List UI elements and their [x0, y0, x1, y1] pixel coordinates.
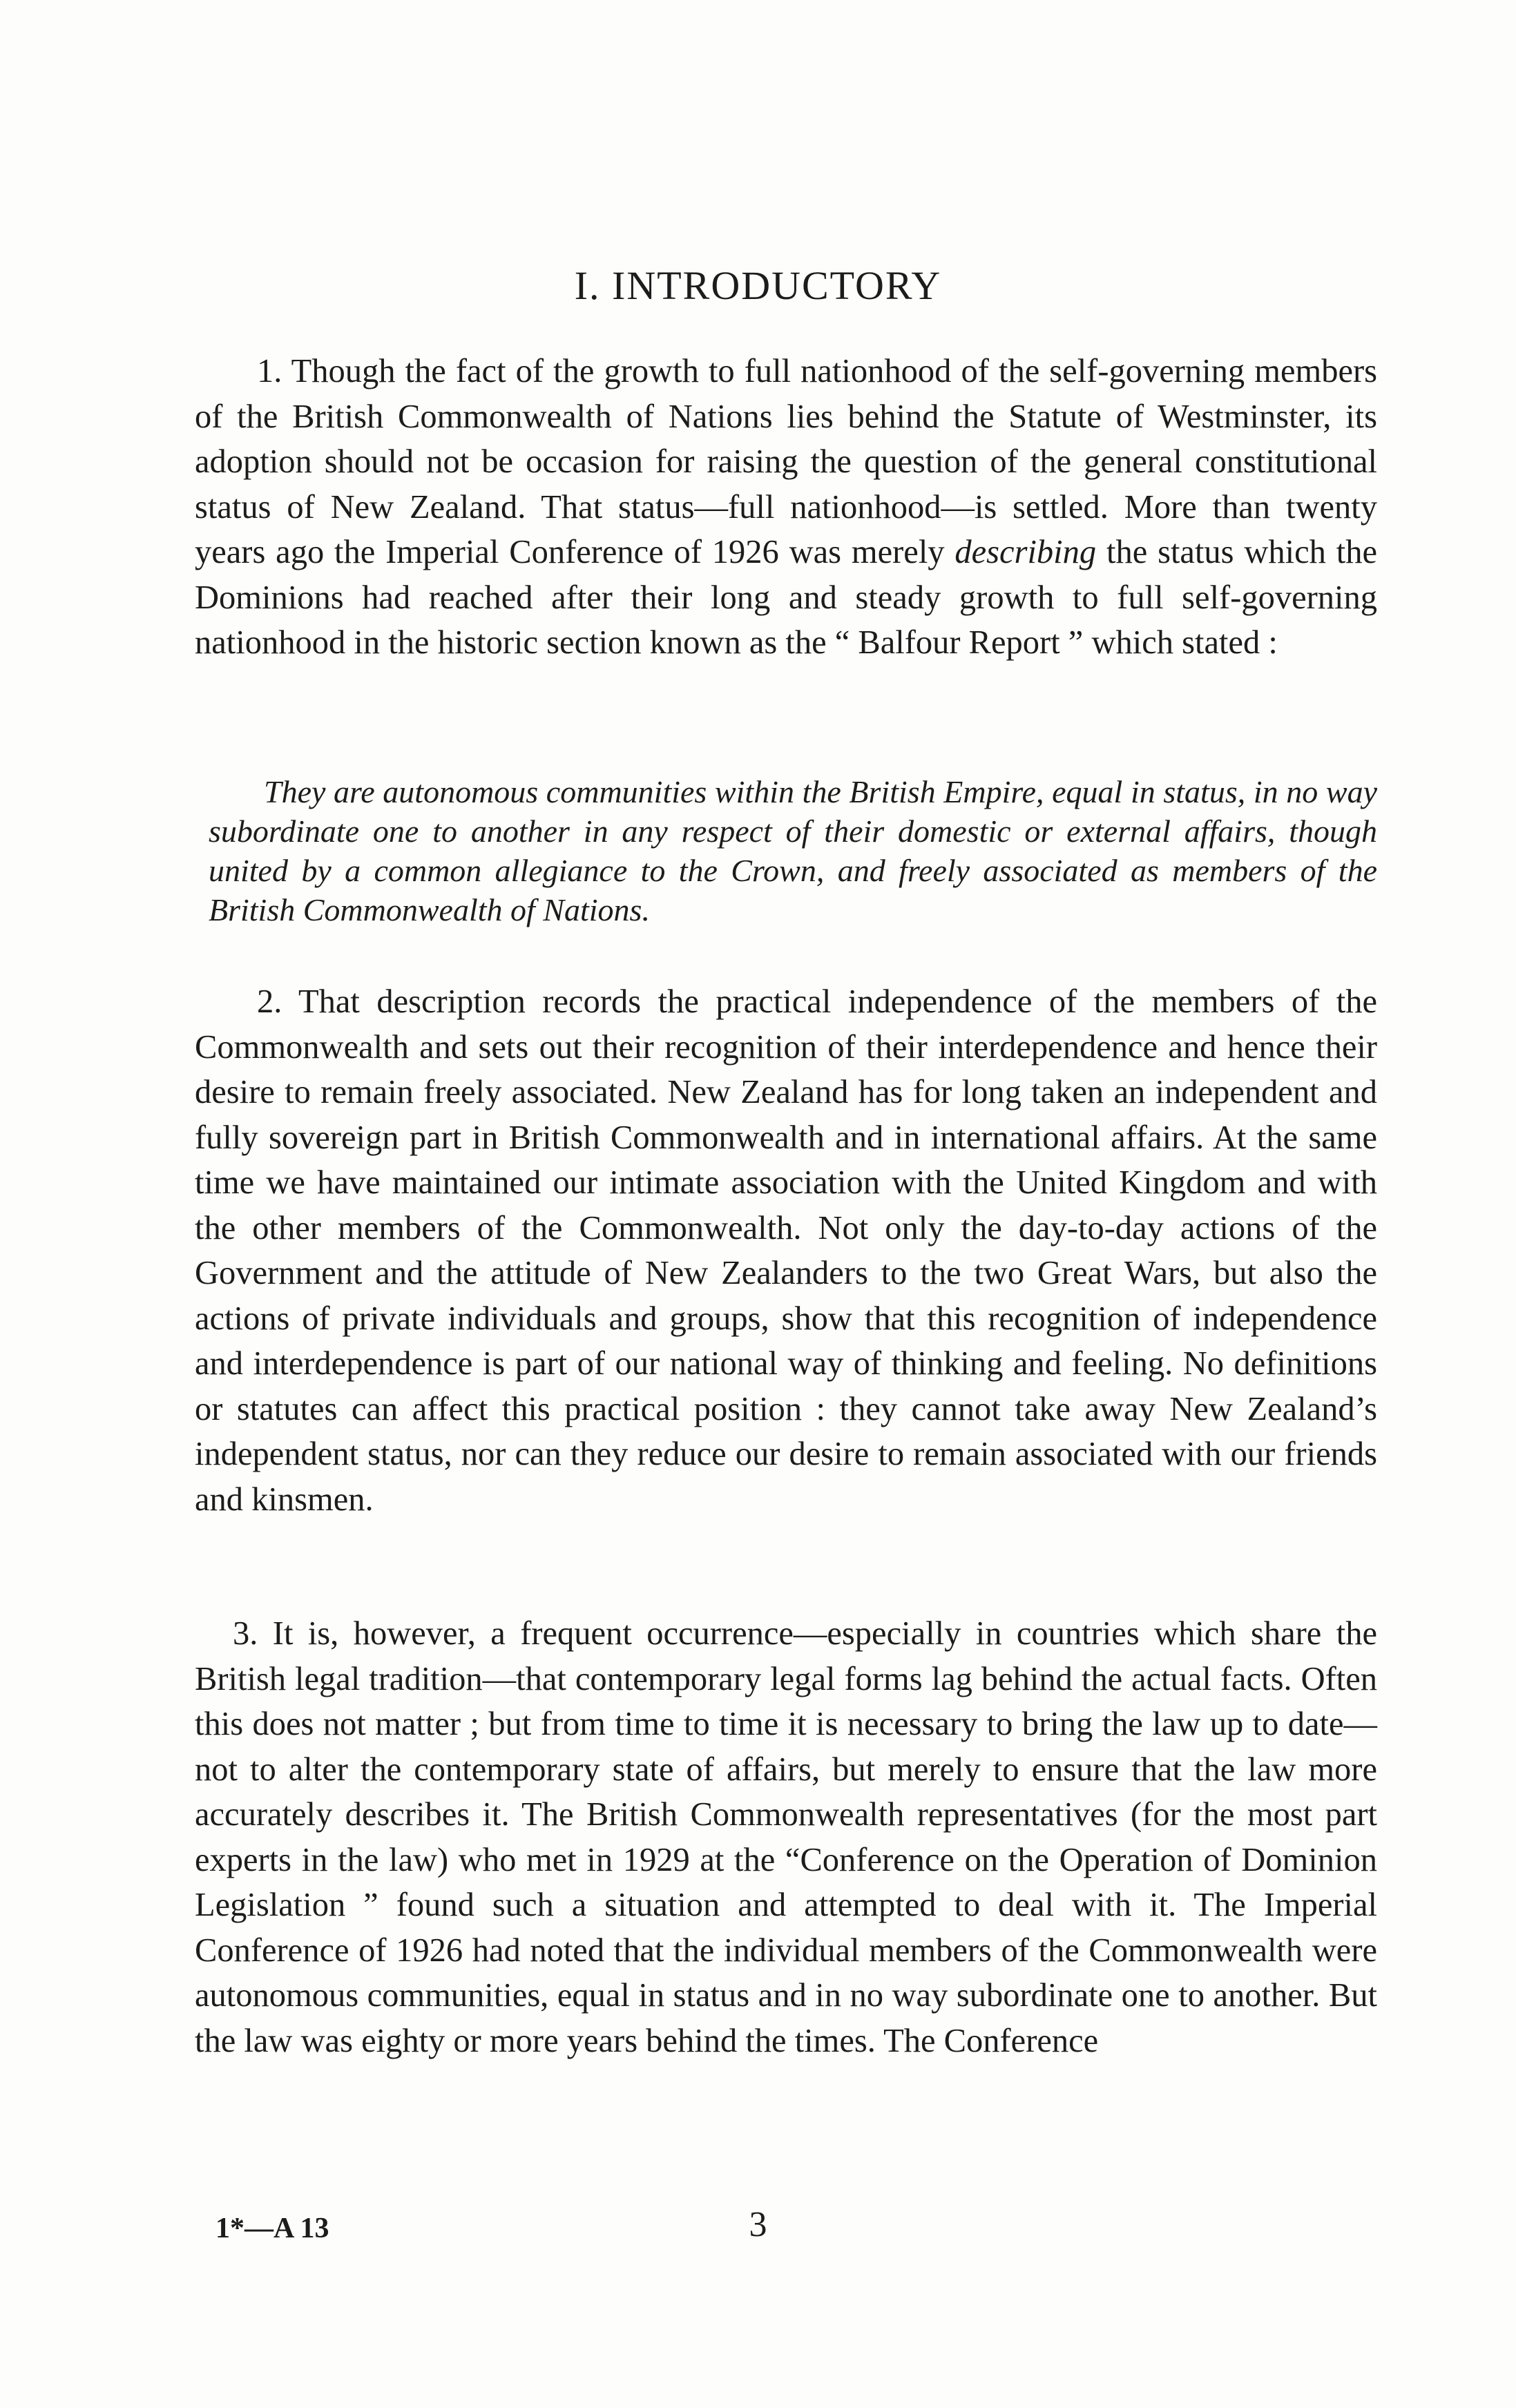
paragraph-1-text-start: 1. Though the fact of the growth to full nationhood of the self-governing members of the British Commonwealth of Nations lies behind the Statute of Westminster, its adoption should not be occasion for raising the question of the general constitutional status of New Zealand. That status—full nationhood—is settled. More than twenty years ago the Imperial Conference of 1926 was merely — [195, 353, 1377, 570]
paragraph-3: 3. It is, however, a frequent occurrence—especially in countries which share the British legal tradition—that contemporary legal forms lag behind the actual facts. Often this does not matter ; but from time to time it is necessary to bring the law up to date—not to alter the contemporary state of affairs, but merely to ensure that the law more accurately describes it. The British Commonwealth representatives (for the most part experts in the law) who met in 1929 at the “Conference on the Operation of Dominion Legislation ” found such a situation and attempted to deal with it. The Imperial Conference of 1926 had noted that the individual members of the Commonwealth were autonomous communities, equal in status and in no way subordinate one to another. But the law was eighty or more years behind the times. The Conference — [195, 1615, 1377, 2059]
balfour-quotation: They are autonomous communities within the British Empire, equal in status, in no way subordinate one to another in any respect of their domestic or external affairs, though united by a common allegiance to the Crown, and freely associated as members of the British Commonwealth of Nations. — [209, 774, 1377, 927]
paragraph-1-emphasis: describing — [954, 534, 1097, 570]
signature-mark: 1*—A 13 — [215, 2213, 329, 2244]
section-heading: I. INTRODUCTORY — [574, 263, 942, 308]
paragraph-1-text-end: the status which the Dominions had reached after their long and steady growth to full self-governing nationhood in the historic section known as the “ Balfour Report ” which stated : — [195, 534, 1377, 661]
page-number: 3 — [749, 2205, 767, 2244]
paragraph-1 — [195, 349, 1377, 666]
paragraph-2: 2. That description records the practical independence of the members of the Commonwealth and sets out their recognition of their interdependence and hence their desire to remain freely associated. New Zealand has for long taken an independent and fully sovereign part in British Commonwealth and in international affairs. At the same time we have maintained our intimate association with the United Kingdom and with the other members of the Commonwealth. Not only the day-to-day actions of the Government and the attitude of New Zealanders to the two Great Wars, but also the actions of private individuals and groups, show that this recognition of independence and interdependence is part of our national way of thinking and feeling. No definitions or statutes can affect this practical position : they cannot take away New Zealand’s independent status, nor can they reduce our desire to remain associated with our friends and kinsmen. — [195, 983, 1377, 1518]
